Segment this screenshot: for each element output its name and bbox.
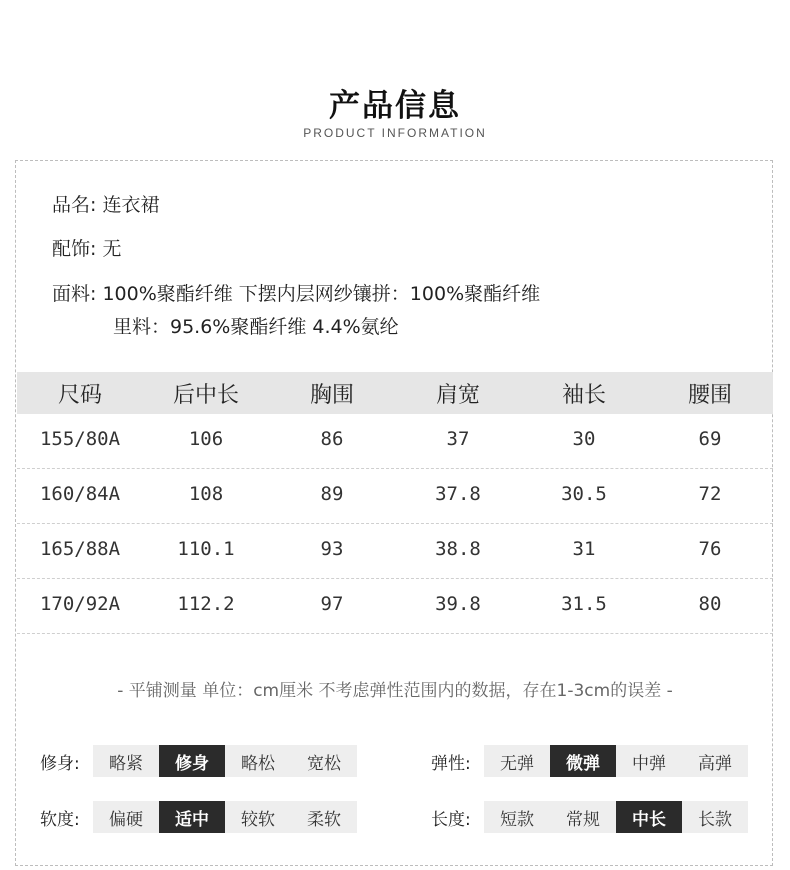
elasticity-option: 微弹 xyxy=(550,745,616,777)
table-row xyxy=(17,414,773,469)
table-cell: 37 xyxy=(446,428,470,450)
table-row xyxy=(17,524,773,579)
length-option: 长款 xyxy=(698,809,732,830)
size-table-header xyxy=(17,372,773,414)
attr-elasticity-label: 弹性: xyxy=(431,753,471,774)
fit-option: 宽松 xyxy=(307,753,341,774)
table-row xyxy=(17,469,773,524)
fabric-value: 100%聚酯纤维 下摆内层网纱镶拼：100%聚酯纤维 xyxy=(102,283,541,305)
table-cell: 30 xyxy=(572,428,596,450)
header-cell: 肩宽 xyxy=(435,382,480,408)
page-subtitle: PRODUCT INFORMATION xyxy=(303,126,487,140)
header-cell: 尺码 xyxy=(57,382,102,408)
softness-option: 较软 xyxy=(241,809,275,830)
table-cell: 69 xyxy=(698,428,722,450)
attr-length-options xyxy=(484,801,748,833)
lining-value: 里料：95.6%聚酯纤维 4.4%氨纶 xyxy=(113,316,399,338)
attr-fit-options xyxy=(93,745,357,777)
table-cell: 39.8 xyxy=(435,593,481,615)
measurement-note: - 平铺测量 单位：cm厘米 不考虑弹性范围内的数据，存在1-3cm的误差 - xyxy=(117,681,673,701)
fabric-label: 面料: xyxy=(52,283,97,305)
table-cell: 31 xyxy=(572,538,596,560)
table-cell: 110.1 xyxy=(177,538,235,560)
attr-fit-label: 修身: xyxy=(40,753,80,774)
table-cell: 165/88A xyxy=(39,538,121,560)
attr-elasticity xyxy=(431,745,748,777)
attr-fit xyxy=(40,745,357,777)
table-cell: 37.8 xyxy=(435,483,481,505)
header-cell: 胸围 xyxy=(309,382,354,408)
table-cell: 38.8 xyxy=(435,538,481,560)
table-cell: 86 xyxy=(320,428,344,450)
table-cell: 97 xyxy=(320,593,344,615)
length-option: 短款 xyxy=(500,809,534,830)
attr-softness xyxy=(40,801,357,833)
product-name-label: 品名: xyxy=(52,194,97,216)
accessory-label: 配饰: xyxy=(52,238,97,260)
accessory-row xyxy=(52,234,121,261)
fit-option: 略紧 xyxy=(109,753,143,774)
table-cell: 72 xyxy=(698,483,722,505)
page-title: 产品信息 xyxy=(329,88,461,124)
table-cell: 31.5 xyxy=(561,593,607,615)
attr-softness-options xyxy=(93,801,357,833)
table-cell: 112.2 xyxy=(177,593,235,615)
table-cell: 93 xyxy=(320,538,344,560)
attr-length xyxy=(431,801,748,833)
size-table xyxy=(17,372,773,634)
softness-option: 柔软 xyxy=(307,809,341,830)
elasticity-option: 无弹 xyxy=(500,753,534,774)
fit-option: 修身 xyxy=(159,745,225,777)
elasticity-option: 高弹 xyxy=(698,753,732,774)
product-name-row xyxy=(52,190,159,217)
attr-softness-label: 软度: xyxy=(40,809,80,830)
attr-elasticity-options xyxy=(484,745,748,777)
header-cell: 腰围 xyxy=(687,382,732,408)
product-name-value: 连衣裙 xyxy=(102,194,160,216)
table-row xyxy=(17,579,773,634)
attr-length-label: 长度: xyxy=(431,809,471,830)
fit-option: 略松 xyxy=(241,753,275,774)
table-cell: 170/92A xyxy=(39,593,121,615)
softness-option: 偏硬 xyxy=(109,809,143,830)
table-cell: 106 xyxy=(188,428,224,450)
softness-option: 适中 xyxy=(159,801,225,833)
table-cell: 89 xyxy=(320,483,344,505)
fabric-row xyxy=(52,279,540,306)
header-cell: 后中长 xyxy=(172,382,239,408)
table-cell: 155/80A xyxy=(39,428,121,450)
table-cell: 76 xyxy=(698,538,722,560)
accessory-value: 无 xyxy=(102,238,122,260)
table-cell: 160/84A xyxy=(39,483,121,505)
length-option: 中长 xyxy=(616,801,682,833)
table-cell: 80 xyxy=(698,593,722,615)
elasticity-option: 中弹 xyxy=(632,753,666,774)
length-option: 常规 xyxy=(566,809,600,830)
header-cell: 袖长 xyxy=(561,382,606,408)
table-cell: 30.5 xyxy=(561,483,607,505)
table-cell: 108 xyxy=(188,483,224,505)
